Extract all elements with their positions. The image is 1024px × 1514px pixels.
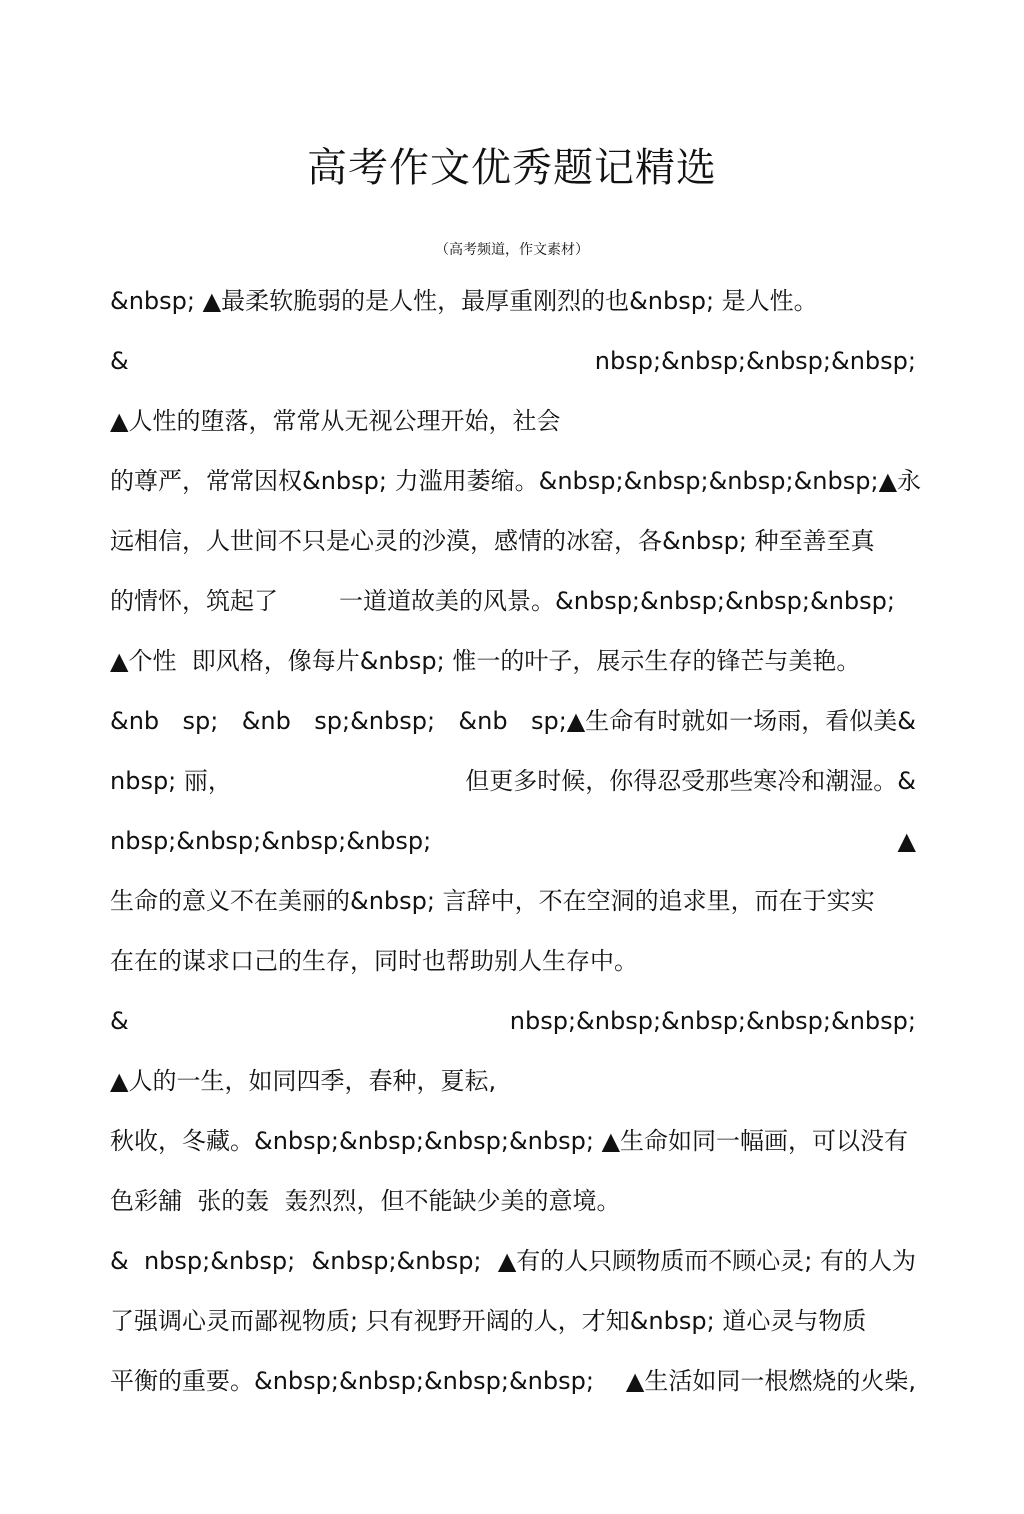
body-line-text: &nb (241, 707, 291, 735)
body-line (110, 281, 916, 321)
body-line-text: &nbsp; ▲最柔软脆弱的是人性，最厚重刚烈的也&nbsp; 是人性。 (110, 287, 818, 315)
body-line-text: nbsp;&nbsp;&nbsp;&nbsp; (110, 827, 432, 855)
body-line-text: ▲ (897, 827, 916, 855)
body-line-text: nbsp;&nbsp;&nbsp;&nbsp;&nbsp; (509, 1007, 916, 1035)
body-line-text: ▲个性 即风格，像每片&nbsp; 惟一的叶子，展示生存的锋芒与美艳。 (110, 647, 861, 675)
body-line (110, 581, 916, 621)
body-line (110, 1301, 916, 1341)
body-line-text: ▲生活如同一根燃烧的火柴, (625, 1367, 916, 1395)
body-line-text: sp; (182, 707, 219, 735)
body-line (110, 881, 916, 921)
body-line (110, 761, 916, 801)
body-line (110, 1061, 916, 1101)
body-line-text: ▲永 (878, 467, 922, 495)
body-line-text: &nb (110, 707, 160, 735)
body-line (110, 821, 916, 861)
body-line-text: 但更多时候，你得忍受那些寒冷和潮湿。& (465, 767, 916, 795)
body-line-text: 远相信，人世间不只是心灵的沙漠，感情的冰窑，各&nbsp; 种至善至真 (110, 527, 875, 555)
body-line-text: 的尊严，常常因权&nbsp; 力滥用萎缩。&nbsp;&nbsp;&nbsp;&nbsp; (110, 467, 879, 495)
document-subtitle: （高考频道，作文素材） (435, 242, 589, 258)
body-line (110, 521, 916, 561)
body-line-text: 色彩舖 张的轰 轰烈烈，但不能缺少美的意境。 (110, 1187, 621, 1215)
body-line (110, 701, 916, 741)
body-line-text: & nbsp;&nbsp; (110, 1247, 296, 1275)
body-line-text: & (110, 1007, 129, 1035)
body-line-text: &nb (458, 707, 508, 735)
body-line (110, 1361, 916, 1401)
body-line-text: 了强调心灵而鄙视物质; 只有视野开阔的人，才知&nbsp; 道心灵与物质 (110, 1307, 867, 1335)
body-line-text: ▲人性的堕落，常常从无视公理开始，社会 (110, 407, 561, 435)
body-line-text: sp;▲生命有时就如一场雨，看似美& (530, 707, 916, 735)
body-line (110, 461, 922, 501)
body-line-text: ▲有的人只顾物质而不顾心灵; 有的人为 (497, 1247, 916, 1275)
body-line-text: 生命的意义不在美丽的&nbsp; 言辞中，不在空洞的追求里，而在于实实 (110, 887, 875, 915)
body-line-text: 的情怀，筑起了 一道道故美的风景。&nbsp;&nbsp;&nbsp;&nbsp; (110, 587, 895, 615)
body-line-text: & (110, 347, 129, 375)
body-line-text: 平衡的重要。&nbsp;&nbsp;&nbsp;&nbsp; (110, 1367, 594, 1395)
body-line (110, 341, 916, 381)
body-line-text: ▲人的一生，如同四季，春种，夏耘, (110, 1067, 497, 1095)
body-line (110, 1181, 916, 1221)
body-line-text: &nbsp;&nbsp; (311, 1247, 482, 1275)
body-line-text: sp;&nbsp; (314, 707, 436, 735)
body-line (110, 1001, 916, 1041)
document-title: 高考作文优秀题记精选 (307, 145, 717, 191)
body-line (110, 1241, 916, 1281)
body-line-text: nbsp;&nbsp;&nbsp;&nbsp; (594, 347, 916, 375)
body-line (110, 1121, 916, 1161)
body-line (110, 941, 916, 981)
body-line (110, 401, 916, 441)
body-line-text: 秋收，冬藏。&nbsp;&nbsp;&nbsp;&nbsp; ▲生命如同一幅画，可以没有 (110, 1127, 909, 1155)
body-line-text: nbsp; 丽， (110, 767, 232, 795)
body-line-text: 在在的谋求口己的生存，同时也帮助别人生存中。 (110, 947, 638, 975)
body-line (110, 641, 916, 681)
